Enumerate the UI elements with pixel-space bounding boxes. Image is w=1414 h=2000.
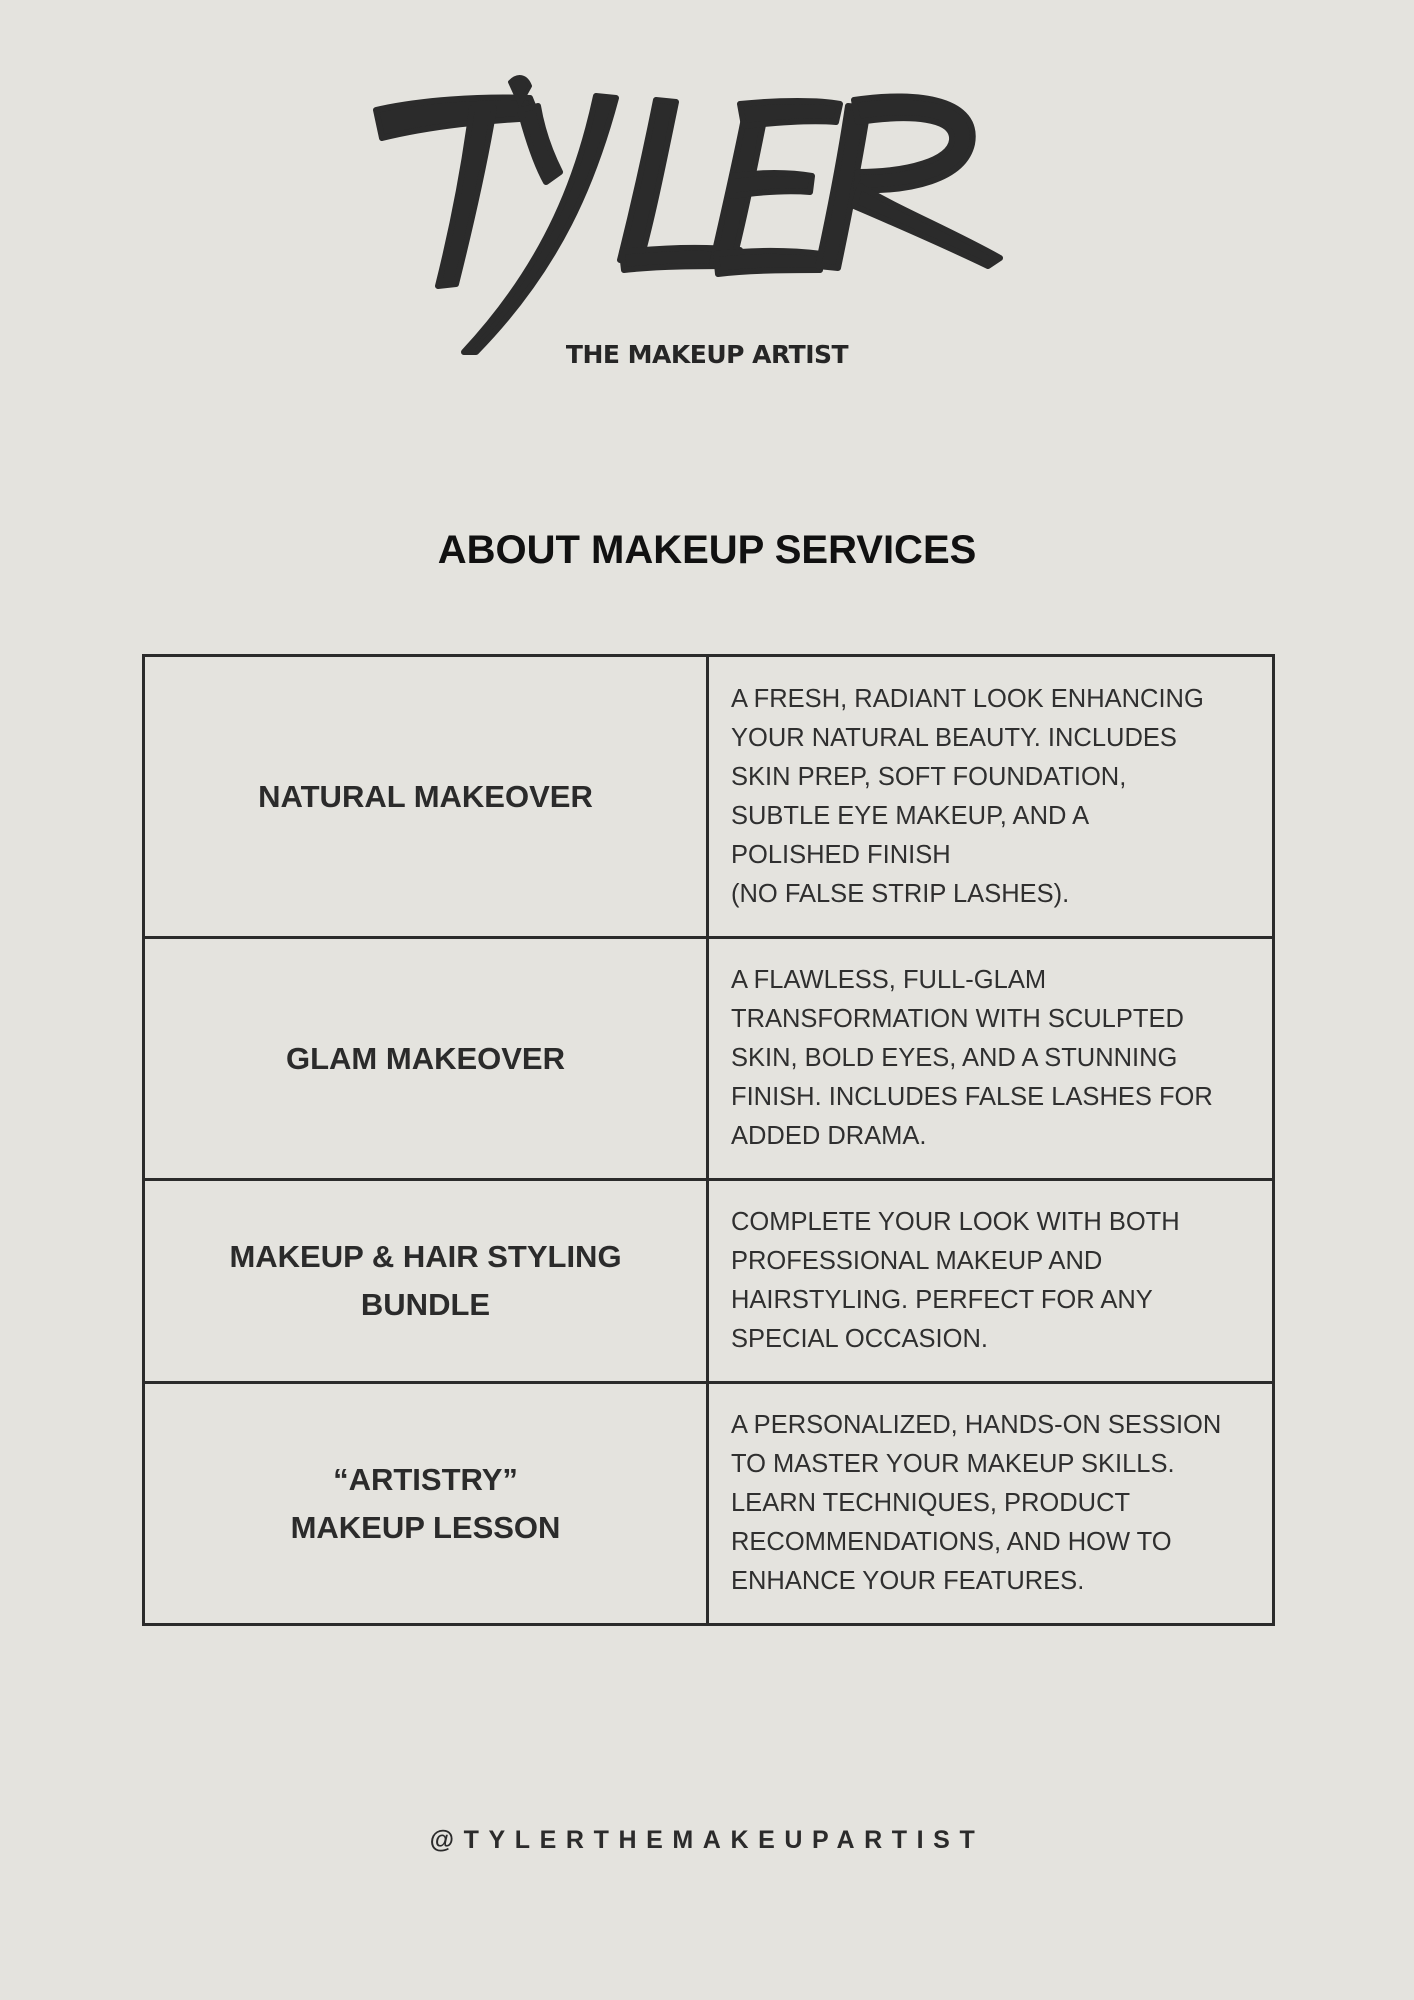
tyler-brush-logo — [360, 60, 1010, 380]
table-row — [144, 1180, 1274, 1383]
service-description: A FLAWLESS, FULL-GLAM TRANSFORMATION WITH SCULPTED SKIN, BOLD EYES, AND A STUNNING FINISH. INCLUDES FALSE LASHES FOR ADDED DRAMA. — [708, 938, 1274, 1180]
brand-logo — [360, 60, 1010, 380]
service-name: “ARTISTRY” MAKEUP LESSON — [144, 1383, 708, 1625]
service-name: GLAM MAKEOVER — [144, 938, 708, 1180]
tagline-text: THE MAKEUP ARTIST — [565, 340, 849, 369]
services-table — [142, 654, 1275, 1626]
social-handle: @TYLERTHEMAKEUPARTIST — [429, 1826, 985, 1854]
table-row — [144, 656, 1274, 938]
page-title: ABOUT MAKEUP SERVICES — [437, 528, 977, 572]
service-description: A PERSONALIZED, HANDS-ON SESSION TO MASTER YOUR MAKEUP SKILLS. LEARN TECHNIQUES, PRODUCT RECOMMENDATIONS, AND HOW TO ENHANCE YOUR FEATURES. — [708, 1383, 1274, 1625]
table-row — [144, 938, 1274, 1180]
service-description: A FRESH, RADIANT LOOK ENHANCING YOUR NATURAL BEAUTY. INCLUDES SKIN PREP, SOFT FOUNDATION, SUBTLE EYE MAKEUP, AND A POLISHED FINISH (NO FALSE STRIP LASHES). — [708, 656, 1274, 938]
table-row — [144, 1383, 1274, 1625]
service-name: NATURAL MAKEOVER — [144, 656, 708, 938]
brand-tagline — [0, 340, 1414, 369]
service-description: COMPLETE YOUR LOOK WITH BOTH PROFESSIONAL MAKEUP AND HAIRSTYLING. PERFECT FOR ANY SPECIAL OCCASION. — [708, 1180, 1274, 1383]
service-name: MAKEUP & HAIR STYLING BUNDLE — [144, 1180, 708, 1383]
